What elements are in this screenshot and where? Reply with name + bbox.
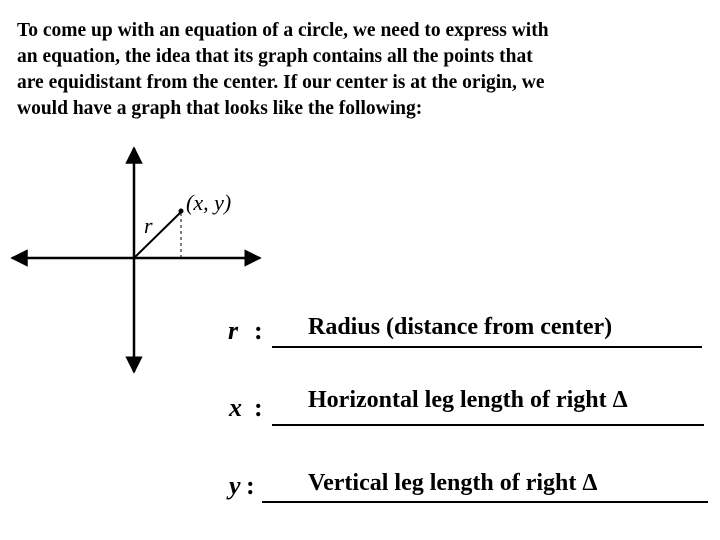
colon: : [254,316,263,345]
radius-label: r [144,213,153,238]
point-label: (x, y) [186,190,232,215]
variable-label: y [229,471,241,500]
answer-text: Radius (distance from center) [308,314,613,340]
answer-text: Vertical leg length of right Δ [308,470,598,496]
variable-label: r [228,316,239,345]
radius-line [134,212,181,258]
colon: : [254,393,263,422]
point-marker [179,209,184,214]
answer-text: Horizontal leg length of right Δ [308,387,628,413]
colon: : [246,471,255,500]
intro-paragraph: To come up with an equation of a circle, we need to express with an equation, the idea that its graph contains all the points that are equidistant from the center. If our center is at the origin, we would have a graph that looks like the following: [17,20,549,119]
variable-label: x [229,393,242,422]
